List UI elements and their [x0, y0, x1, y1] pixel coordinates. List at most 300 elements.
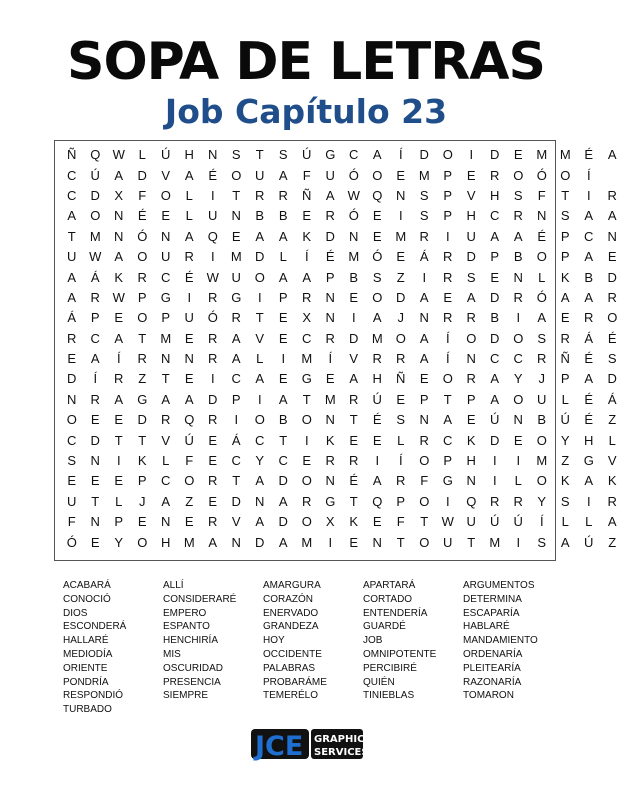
grid-letter[interactable]: Z [608, 534, 617, 550]
grid-letter[interactable]: W [89, 249, 102, 265]
grid-letter[interactable]: A [255, 473, 265, 489]
grid-letter[interactable]: B [278, 208, 288, 224]
grid-letter[interactable]: I [234, 412, 239, 428]
grid-letter[interactable]: I [304, 432, 309, 448]
grid-letter[interactable]: P [114, 514, 124, 530]
grid-letter[interactable]: V [231, 514, 241, 530]
grid-letter[interactable]: R [560, 330, 570, 346]
grid-letter[interactable]: C [490, 351, 500, 367]
grid-letter[interactable]: O [560, 167, 571, 183]
grid-letter[interactable]: C [255, 432, 265, 448]
grid-letter[interactable]: A [372, 473, 382, 489]
grid-letter[interactable]: Ú [90, 167, 100, 183]
grid-letter[interactable]: É [184, 269, 194, 285]
grid-letter[interactable]: S [513, 187, 523, 203]
grid-letter[interactable]: Y [114, 534, 124, 550]
grid-letter[interactable]: E [325, 371, 335, 387]
grid-letter[interactable]: V [161, 167, 171, 183]
grid-letter[interactable]: K [607, 473, 617, 489]
grid-letter[interactable]: D [90, 432, 100, 448]
grid-letter[interactable]: Q [184, 412, 195, 428]
grid-letter[interactable]: O [607, 310, 618, 326]
grid-letter[interactable]: Ó [348, 167, 359, 183]
grid-letter[interactable]: M [324, 391, 336, 407]
grid-letter[interactable]: E [372, 208, 382, 224]
grid-letter[interactable]: O [536, 473, 547, 489]
grid-letter[interactable]: K [325, 432, 335, 448]
grid-letter[interactable]: O [231, 167, 242, 183]
grid-letter[interactable]: R [137, 351, 147, 367]
grid-letter[interactable]: R [137, 269, 147, 285]
grid-letter[interactable]: E [443, 289, 453, 305]
grid-letter[interactable]: R [67, 330, 77, 346]
grid-letter[interactable]: O [536, 249, 547, 265]
grid-letter[interactable]: P [278, 289, 288, 305]
grid-letter[interactable]: T [279, 432, 288, 448]
grid-letter[interactable]: S [607, 351, 617, 367]
grid-letter[interactable]: B [513, 249, 523, 265]
grid-letter[interactable]: R [490, 493, 500, 509]
grid-letter[interactable]: T [67, 228, 76, 244]
grid-letter[interactable]: B [349, 269, 359, 285]
grid-letter[interactable]: F [67, 514, 76, 530]
grid-letter[interactable]: I [492, 473, 497, 489]
grid-letter[interactable]: C [278, 453, 288, 469]
grid-letter[interactable]: R [584, 310, 594, 326]
grid-letter[interactable]: F [537, 187, 546, 203]
grid-letter[interactable]: N [419, 412, 429, 428]
grid-letter[interactable]: N [161, 228, 171, 244]
grid-letter[interactable]: D [208, 391, 218, 407]
grid-letter[interactable]: R [90, 289, 100, 305]
grid-letter[interactable]: O [442, 371, 453, 387]
grid-letter[interactable]: Á [419, 249, 429, 265]
grid-letter[interactable]: U [466, 228, 476, 244]
grid-letter[interactable]: K [560, 473, 570, 489]
grid-letter[interactable]: A [231, 330, 241, 346]
grid-letter[interactable]: Ó [207, 310, 218, 326]
grid-letter[interactable]: L [115, 493, 123, 509]
grid-letter[interactable]: É [325, 249, 335, 265]
grid-letter[interactable]: M [559, 147, 571, 163]
grid-letter[interactable]: E [372, 228, 382, 244]
grid-letter[interactable]: C [490, 208, 500, 224]
grid-letter[interactable]: H [490, 187, 500, 203]
grid-letter[interactable]: T [467, 534, 476, 550]
grid-letter[interactable]: É [137, 208, 147, 224]
grid-letter[interactable]: R [466, 310, 476, 326]
grid-letter[interactable]: G [137, 391, 148, 407]
grid-letter[interactable]: U [443, 534, 453, 550]
grid-letter[interactable]: D [490, 289, 500, 305]
grid-letter[interactable]: Ú [161, 147, 171, 163]
grid-letter[interactable]: M [348, 249, 360, 265]
grid-letter[interactable]: T [91, 493, 100, 509]
grid-letter[interactable]: R [302, 493, 312, 509]
grid-letter[interactable]: H [466, 453, 476, 469]
grid-letter[interactable]: G [442, 473, 453, 489]
grid-letter[interactable]: O [513, 167, 524, 183]
grid-letter[interactable]: A [584, 289, 594, 305]
grid-letter[interactable]: E [278, 330, 288, 346]
grid-letter[interactable]: Í [304, 249, 309, 265]
grid-letter[interactable]: R [208, 330, 218, 346]
grid-letter[interactable]: Í [586, 167, 591, 183]
grid-letter[interactable]: Ú [584, 534, 594, 550]
grid-letter[interactable]: R [396, 351, 406, 367]
grid-letter[interactable]: A [67, 289, 77, 305]
grid-letter[interactable]: A [325, 187, 335, 203]
grid-letter[interactable]: A [443, 412, 453, 428]
grid-letter[interactable]: A [114, 249, 124, 265]
grid-letter[interactable]: E [302, 453, 312, 469]
grid-letter[interactable]: R [161, 412, 171, 428]
grid-letter[interactable]: M [418, 167, 430, 183]
grid-letter[interactable]: A [419, 351, 429, 367]
grid-letter[interactable]: A [114, 330, 124, 346]
grid-letter[interactable]: E [184, 371, 194, 387]
grid-letter[interactable]: K [137, 453, 147, 469]
grid-letter[interactable]: L [279, 249, 287, 265]
grid-letter[interactable]: R [278, 187, 288, 203]
grid-letter[interactable]: E [607, 249, 617, 265]
grid-letter[interactable]: Ó [137, 228, 148, 244]
grid-letter[interactable]: T [420, 514, 429, 530]
grid-letter[interactable]: Í [328, 351, 333, 367]
grid-letter[interactable]: A [372, 310, 382, 326]
grid-letter[interactable]: E [466, 167, 476, 183]
grid-letter[interactable]: A [560, 534, 570, 550]
grid-letter[interactable]: X [114, 187, 124, 203]
grid-letter[interactable]: O [254, 412, 265, 428]
grid-letter[interactable]: D [231, 493, 241, 509]
grid-letter[interactable]: Á [90, 269, 100, 285]
grid-letter[interactable]: P [137, 289, 147, 305]
grid-letter[interactable]: T [255, 147, 264, 163]
grid-letter[interactable]: X [302, 310, 312, 326]
grid-letter[interactable]: Z [608, 412, 617, 428]
grid-letter[interactable]: N [419, 310, 429, 326]
grid-letter[interactable]: Á [607, 391, 617, 407]
grid-letter[interactable]: A [255, 371, 265, 387]
grid-letter[interactable]: C [67, 167, 77, 183]
grid-letter[interactable]: O [184, 473, 195, 489]
grid-letter[interactable]: E [490, 269, 500, 285]
grid-letter[interactable]: D [90, 187, 100, 203]
grid-letter[interactable]: O [90, 208, 101, 224]
grid-letter[interactable]: T [443, 391, 452, 407]
grid-letter[interactable]: U [161, 249, 171, 265]
grid-letter[interactable]: Z [138, 371, 147, 387]
grid-letter[interactable]: N [161, 514, 171, 530]
grid-letter[interactable]: C [90, 330, 100, 346]
grid-letter[interactable]: K [349, 514, 359, 530]
grid-letter[interactable]: E [90, 473, 100, 489]
grid-letter[interactable]: T [302, 391, 311, 407]
grid-letter[interactable]: P [560, 371, 570, 387]
grid-letter[interactable]: S [466, 269, 476, 285]
grid-letter[interactable]: I [445, 493, 450, 509]
grid-letter[interactable]: N [372, 534, 382, 550]
grid-letter[interactable]: I [445, 228, 450, 244]
grid-letter[interactable]: S [537, 330, 547, 346]
grid-letter[interactable]: F [302, 167, 311, 183]
grid-letter[interactable]: Í [398, 147, 403, 163]
grid-letter[interactable]: N [466, 473, 476, 489]
grid-letter[interactable]: N [231, 208, 241, 224]
grid-letter[interactable]: A [560, 289, 570, 305]
grid-letter[interactable]: R [513, 289, 523, 305]
grid-letter[interactable]: C [231, 371, 241, 387]
grid-letter[interactable]: M [301, 351, 313, 367]
grid-letter[interactable]: Y [255, 453, 265, 469]
grid-letter[interactable]: E [278, 371, 288, 387]
grid-letter[interactable]: D [137, 412, 147, 428]
grid-letter[interactable]: R [443, 310, 453, 326]
grid-letter[interactable]: M [536, 147, 548, 163]
grid-letter[interactable]: R [443, 249, 453, 265]
grid-letter[interactable]: A [114, 167, 124, 183]
grid-letter[interactable]: R [208, 412, 218, 428]
grid-letter[interactable]: Ó [372, 249, 383, 265]
grid-letter[interactable]: D [325, 228, 335, 244]
grid-letter[interactable]: R [349, 453, 359, 469]
grid-letter[interactable]: H [184, 147, 194, 163]
grid-letter[interactable]: F [396, 514, 405, 530]
grid-letter[interactable]: S [419, 208, 429, 224]
grid-letter[interactable]: P [231, 391, 241, 407]
grid-letter[interactable]: O [254, 269, 265, 285]
grid-letter[interactable]: Á [231, 432, 241, 448]
grid-letter[interactable]: A [161, 391, 171, 407]
grid-letter[interactable]: Z [561, 453, 570, 469]
grid-letter[interactable]: Á [67, 310, 77, 326]
grid-letter[interactable]: B [278, 412, 288, 428]
grid-letter[interactable]: E [90, 412, 100, 428]
grid-letter[interactable]: R [325, 208, 335, 224]
grid-letter[interactable]: E [560, 310, 570, 326]
grid-letter[interactable]: F [185, 453, 194, 469]
grid-letter[interactable]: R [419, 432, 429, 448]
grid-letter[interactable]: D [396, 289, 406, 305]
grid-letter[interactable]: U [466, 514, 476, 530]
grid-letter[interactable]: Ñ [67, 147, 77, 163]
grid-letter[interactable]: I [516, 453, 521, 469]
grid-letter[interactable]: É [372, 412, 382, 428]
grid-letter[interactable]: Ú [490, 412, 500, 428]
grid-letter[interactable]: I [257, 289, 262, 305]
grid-letter[interactable]: V [607, 453, 617, 469]
grid-letter[interactable]: O [536, 432, 547, 448]
grid-letter[interactable]: N [325, 310, 335, 326]
grid-letter[interactable]: A [607, 514, 617, 530]
grid-letter[interactable]: U [231, 269, 241, 285]
grid-letter[interactable]: E [114, 473, 124, 489]
grid-letter[interactable]: R [255, 187, 265, 203]
grid-letter[interactable]: D [490, 147, 500, 163]
grid-letter[interactable]: R [208, 473, 218, 489]
grid-letter[interactable]: A [584, 473, 594, 489]
grid-letter[interactable]: N [513, 269, 523, 285]
grid-letter[interactable]: R [607, 493, 617, 509]
grid-letter[interactable]: I [116, 453, 121, 469]
grid-letter[interactable]: R [372, 351, 382, 367]
grid-letter[interactable]: C [161, 269, 171, 285]
grid-letter[interactable]: E [278, 310, 288, 326]
grid-letter[interactable]: I [210, 187, 215, 203]
grid-letter[interactable]: S [372, 269, 382, 285]
grid-letter[interactable]: S [67, 453, 77, 469]
grid-letter[interactable]: P [443, 208, 453, 224]
grid-letter[interactable]: M [160, 330, 172, 346]
grid-letter[interactable]: Ú [372, 391, 382, 407]
grid-letter[interactable]: Í [445, 351, 450, 367]
grid-letter[interactable]: E [114, 412, 124, 428]
grid-letter[interactable]: A [67, 269, 77, 285]
grid-letter[interactable]: W [206, 269, 219, 285]
grid-letter[interactable]: S [419, 187, 429, 203]
grid-letter[interactable]: X [325, 514, 335, 530]
grid-letter[interactable]: C [67, 187, 77, 203]
grid-letter[interactable]: A [607, 208, 617, 224]
grid-letter[interactable]: O [466, 330, 477, 346]
grid-letter[interactable]: K [114, 269, 124, 285]
grid-letter[interactable]: Ú [184, 432, 194, 448]
grid-letter[interactable]: P [325, 269, 335, 285]
grid-letter[interactable]: O [137, 534, 148, 550]
grid-letter[interactable]: I [328, 534, 333, 550]
grid-letter[interactable]: Q [372, 493, 383, 509]
grid-letter[interactable]: O [442, 147, 453, 163]
grid-letter[interactable]: W [112, 147, 125, 163]
grid-letter[interactable]: R [349, 391, 359, 407]
grid-letter[interactable]: V [161, 432, 171, 448]
grid-letter[interactable]: L [397, 432, 405, 448]
grid-letter[interactable]: G [583, 453, 594, 469]
grid-letter[interactable]: A [490, 391, 500, 407]
grid-letter[interactable]: I [281, 351, 286, 367]
grid-letter[interactable]: S [537, 534, 547, 550]
grid-letter[interactable]: R [325, 453, 335, 469]
grid-letter[interactable]: A [537, 310, 547, 326]
grid-letter[interactable]: L [608, 432, 616, 448]
grid-letter[interactable]: L [256, 351, 264, 367]
grid-letter[interactable]: E [114, 310, 124, 326]
grid-letter[interactable]: B [255, 208, 265, 224]
grid-letter[interactable]: R [114, 371, 124, 387]
grid-letter[interactable]: R [90, 391, 100, 407]
grid-letter[interactable]: A [67, 208, 77, 224]
grid-letter[interactable]: C [302, 330, 312, 346]
grid-letter[interactable]: E [161, 208, 171, 224]
grid-letter[interactable]: Í [445, 330, 450, 346]
grid-letter[interactable]: M [536, 453, 548, 469]
grid-letter[interactable]: Ñ [302, 187, 312, 203]
grid-letter[interactable]: M [395, 228, 407, 244]
grid-letter[interactable]: H [466, 208, 476, 224]
grid-letter[interactable]: N [513, 412, 523, 428]
grid-letter[interactable]: O [513, 330, 524, 346]
grid-letter[interactable]: P [560, 228, 570, 244]
grid-letter[interactable]: R [466, 371, 476, 387]
grid-letter[interactable]: A [278, 391, 288, 407]
grid-letter[interactable]: A [114, 391, 124, 407]
grid-letter[interactable]: I [586, 187, 591, 203]
grid-letter[interactable]: T [114, 432, 123, 448]
grid-letter[interactable]: E [67, 351, 77, 367]
grid-letter[interactable]: I [398, 208, 403, 224]
grid-letter[interactable]: D [419, 147, 429, 163]
grid-letter[interactable]: N [90, 514, 100, 530]
grid-letter[interactable]: G [231, 289, 242, 305]
grid-letter[interactable]: L [514, 473, 522, 489]
grid-letter[interactable]: U [537, 391, 547, 407]
grid-letter[interactable]: M [301, 534, 313, 550]
grid-letter[interactable]: Y [560, 432, 570, 448]
grid-letter[interactable]: A [90, 351, 100, 367]
grid-letter[interactable]: Q [466, 493, 477, 509]
grid-letter[interactable]: R [537, 351, 547, 367]
grid-letter[interactable]: W [347, 187, 360, 203]
grid-letter[interactable]: Í [116, 351, 121, 367]
grid-letter[interactable]: N [90, 453, 100, 469]
grid-letter[interactable]: É [584, 351, 594, 367]
grid-letter[interactable]: M [183, 534, 195, 550]
grid-letter[interactable]: R [607, 187, 617, 203]
grid-letter[interactable]: C [349, 147, 359, 163]
grid-letter[interactable]: A [255, 228, 265, 244]
grid-letter[interactable]: N [325, 412, 335, 428]
grid-letter[interactable]: A [607, 147, 617, 163]
grid-letter[interactable]: A [278, 534, 288, 550]
grid-letter[interactable]: O [301, 412, 312, 428]
grid-letter[interactable]: Ó [348, 208, 359, 224]
grid-letter[interactable]: M [489, 534, 501, 550]
grid-letter[interactable]: E [184, 330, 194, 346]
grid-letter[interactable]: C [231, 453, 241, 469]
grid-letter[interactable]: R [607, 289, 617, 305]
grid-letter[interactable]: R [443, 269, 453, 285]
grid-letter[interactable]: Í [539, 514, 544, 530]
grid-letter[interactable]: A [419, 330, 429, 346]
grid-letter[interactable]: R [490, 167, 500, 183]
grid-letter[interactable]: L [561, 514, 569, 530]
grid-letter[interactable]: E [372, 514, 382, 530]
grid-letter[interactable]: E [67, 473, 77, 489]
grid-letter[interactable]: Z [185, 493, 194, 509]
grid-letter[interactable]: V [349, 351, 359, 367]
grid-letter[interactable]: D [67, 371, 77, 387]
grid-letter[interactable]: I [492, 453, 497, 469]
grid-letter[interactable]: A [372, 147, 382, 163]
grid-letter[interactable]: E [208, 453, 218, 469]
grid-letter[interactable]: P [443, 453, 453, 469]
grid-letter[interactable]: E [302, 208, 312, 224]
grid-letter[interactable]: I [187, 289, 192, 305]
grid-letter[interactable]: E [184, 514, 194, 530]
grid-letter[interactable]: A [584, 249, 594, 265]
grid-letter[interactable]: Á [584, 330, 594, 346]
grid-letter[interactable]: A [466, 289, 476, 305]
grid-letter[interactable]: I [469, 147, 474, 163]
grid-letter[interactable]: L [162, 453, 170, 469]
grid-letter[interactable]: A [255, 514, 265, 530]
grid-letter[interactable]: H [161, 534, 171, 550]
grid-letter[interactable]: C [513, 351, 523, 367]
grid-letter[interactable]: R [396, 473, 406, 489]
grid-letter[interactable]: U [325, 167, 335, 183]
grid-letter[interactable]: P [443, 187, 453, 203]
